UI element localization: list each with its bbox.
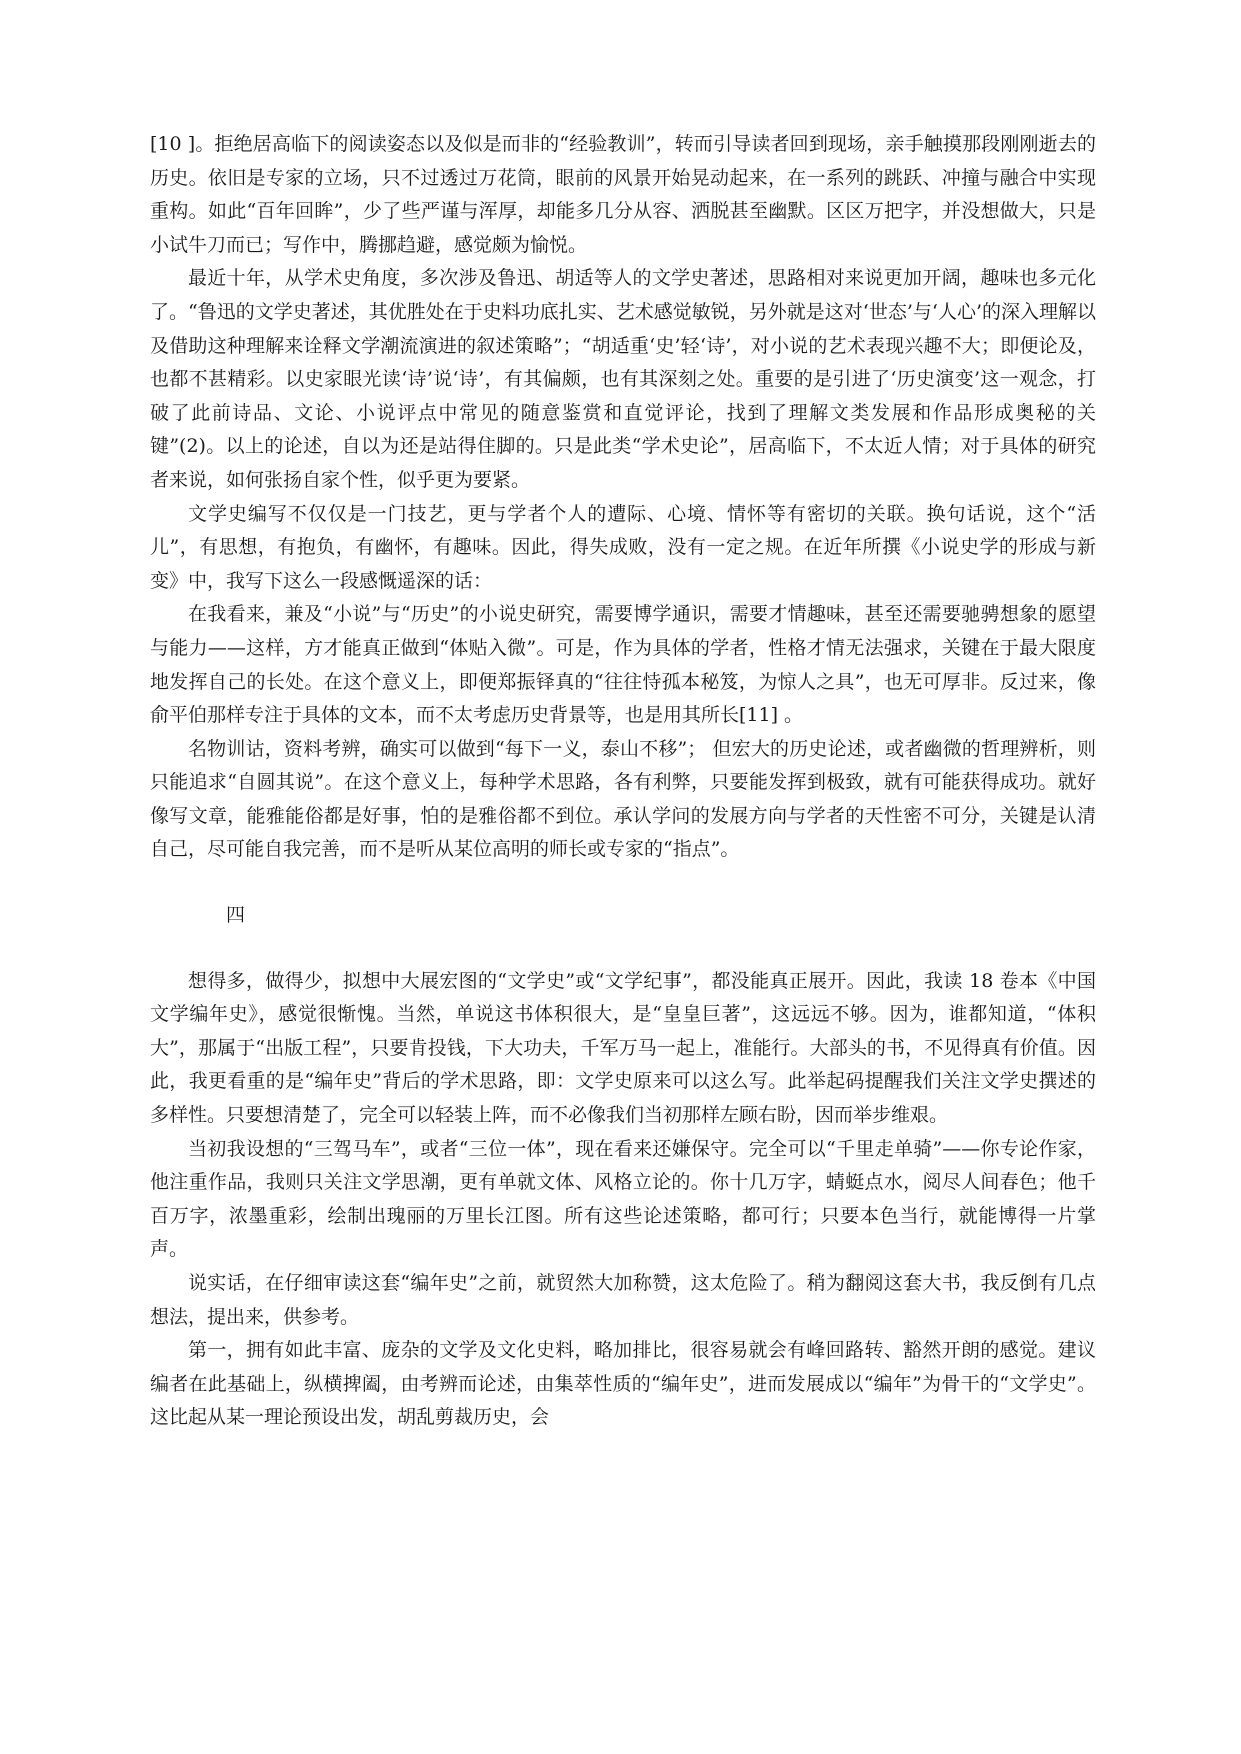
paragraph-5: 名物训诂，资料考辨，确实可以做到“每下一义，泰山不移”； 但宏大的历史论述，或者幽微的哲理辨析，则只能追求“自圆其说”。在这个意义上，每种学术思路，各有利弊，只要能发挥到极致，就有可能获得成功。就好像写文章，能雅能俗都是好事，怕的是雅俗都不到位。承认学问的发展方向与学者的天性密不可分，关键是认清自己，尽可能自我完善，而不是听从某位高明的师长或专家的“指点”。 xyxy=(150,737,1096,861)
paragraph-8: 说实话，在仔细审读这套“编年史”之前，就贸然大加称赞，这太危险了。稍为翻阅这套大书，我反倒有几点想法，提出来，供参考。 xyxy=(150,1272,1096,1328)
paragraph-7: 当初我设想的“三驾马车”，或者“三位一体”，现在看来还嫌保守。完全可以“千里走单骑”——你专论作家，他注重作品，我则只关注文学思潮，更有单就文体、风格立论的。你十几万字，蜻蜓点水，阅尽人间春色；他千百万字，浓墨重彩，绘制出瑰丽的万里长江图。所有这些论述策略，都可行；只要本色当行，就能博得一片掌声。 xyxy=(150,1137,1096,1261)
paragraph-2: 最近十年，从学术史角度，多次涉及鲁迅、胡适等人的文学史著述，思路相对来说更加开阔，趣味也多元化了。“鲁迅的文学史著述，其优胜处在于史料功底扎实、艺术感觉敏锐，另外就是这对‘世态’与‘人心’的深入理解以及借助这种理解来诠释文学潮流演进的叙述策略”；“胡适重‘史’轻‘诗’，对小说的艺术表现兴趣不大；即便论及，也都不甚精彩。以史家眼光读‘诗’说‘诗’，有其偏颇，也有其深刻之处。重要的是引进了‘历史演变’这一观念，打破了此前诗品、文论、小说评点中常见的随意鉴赏和直觉评论，找到了理解文类发展和作品形成奥秘的关键”(2)。以上的论述，自以为还是站得住脚的。只是此类“学术史论”，居高临下，不太近人情；对于具体的研究者来说，如何张扬自家个性，似乎更为要紧。 xyxy=(150,267,1096,491)
section-heading: 四 xyxy=(226,904,246,927)
paragraph-1: [10 ]。拒绝居高临下的阅读姿态以及似是而非的“经验教训”，转而引导读者回到现场，亲手触摸那段刚刚逝去的历史。依旧是专家的立场，只不过透过万花筒，眼前的风景开始晃动起来，在一系列的跳跃、冲撞与融合中实现重构。如此“百年回眸”，少了些严谨与浑厚，却能多几分从容、洒脱甚至幽默。区区万把字，并没想做大，只是小试牛刀而已；写作中，腾挪趋避，感觉颇为愉悦。 xyxy=(150,133,1096,256)
paragraph-9: 第一，拥有如此丰富、庞杂的文学及文化史料，略加排比，很容易就会有峰回路转、豁然开朗的感觉。建议编者在此基础上，纵横捭阖，由考辨而论述，由集萃性质的“编年史”，进而发展成以“编年”为骨干的“文学史”。这比起从某一理论预设出发，胡乱剪裁历史，会 xyxy=(150,1339,1096,1429)
document-page xyxy=(150,128,1096,1435)
paragraph-3: 文学史编写不仅仅是一门技艺，更与学者个人的遭际、心境、情怀等有密切的关联。换句话说，这个“活儿”，有思想，有抱负，有幽怀，有趣味。因此，得失成败，没有一定之规。在近年所撰《小说史学的形成与新变》中，我写下这么一段感慨遥深的话： xyxy=(150,502,1096,592)
paragraph-6: 想得多，做得少，拟想中大展宏图的“文学史”或“文学纪事”，都没能真正展开。因此，我读 18 卷本《中国文学编年史》，感觉很惭愧。当然，单说这书体积很大，是“皇皇巨著”，这远远不够。因为，谁都知道，“体积大”，那属于“出版工程”，只要肯投钱，下大功夫，千军万马一起上，准能行。大部头的书，不见得真有价值。因此，我更看重的是“编年史”背后的学术思路，即：文学史原来可以这么写。此举起码提醒我们关注文学史撰述的多样性。只要想清楚了，完全可以轻装上阵，而不必像我们当初那样左顾右盼，因而举步维艰。 xyxy=(150,969,1096,1127)
block-quote: 在我看来，兼及“小说”与“历史”的小说史研究，需要博学通识，需要才情趣味，甚至还需要驰骋想象的愿望与能力——这样，方才能真正做到“体贴入微”。可是，作为具体的学者，性格才情无法强求，关键在于最大限度地发挥自己的长处。在这个意义上，即便郑振铎真的“往往恃孤本秘笈，为惊人之具”，也无可厚非。反过来，像俞平伯那样专注于具体的文本，而不太考虑历史背景等，也是用其所长[11] 。 xyxy=(150,603,1096,727)
